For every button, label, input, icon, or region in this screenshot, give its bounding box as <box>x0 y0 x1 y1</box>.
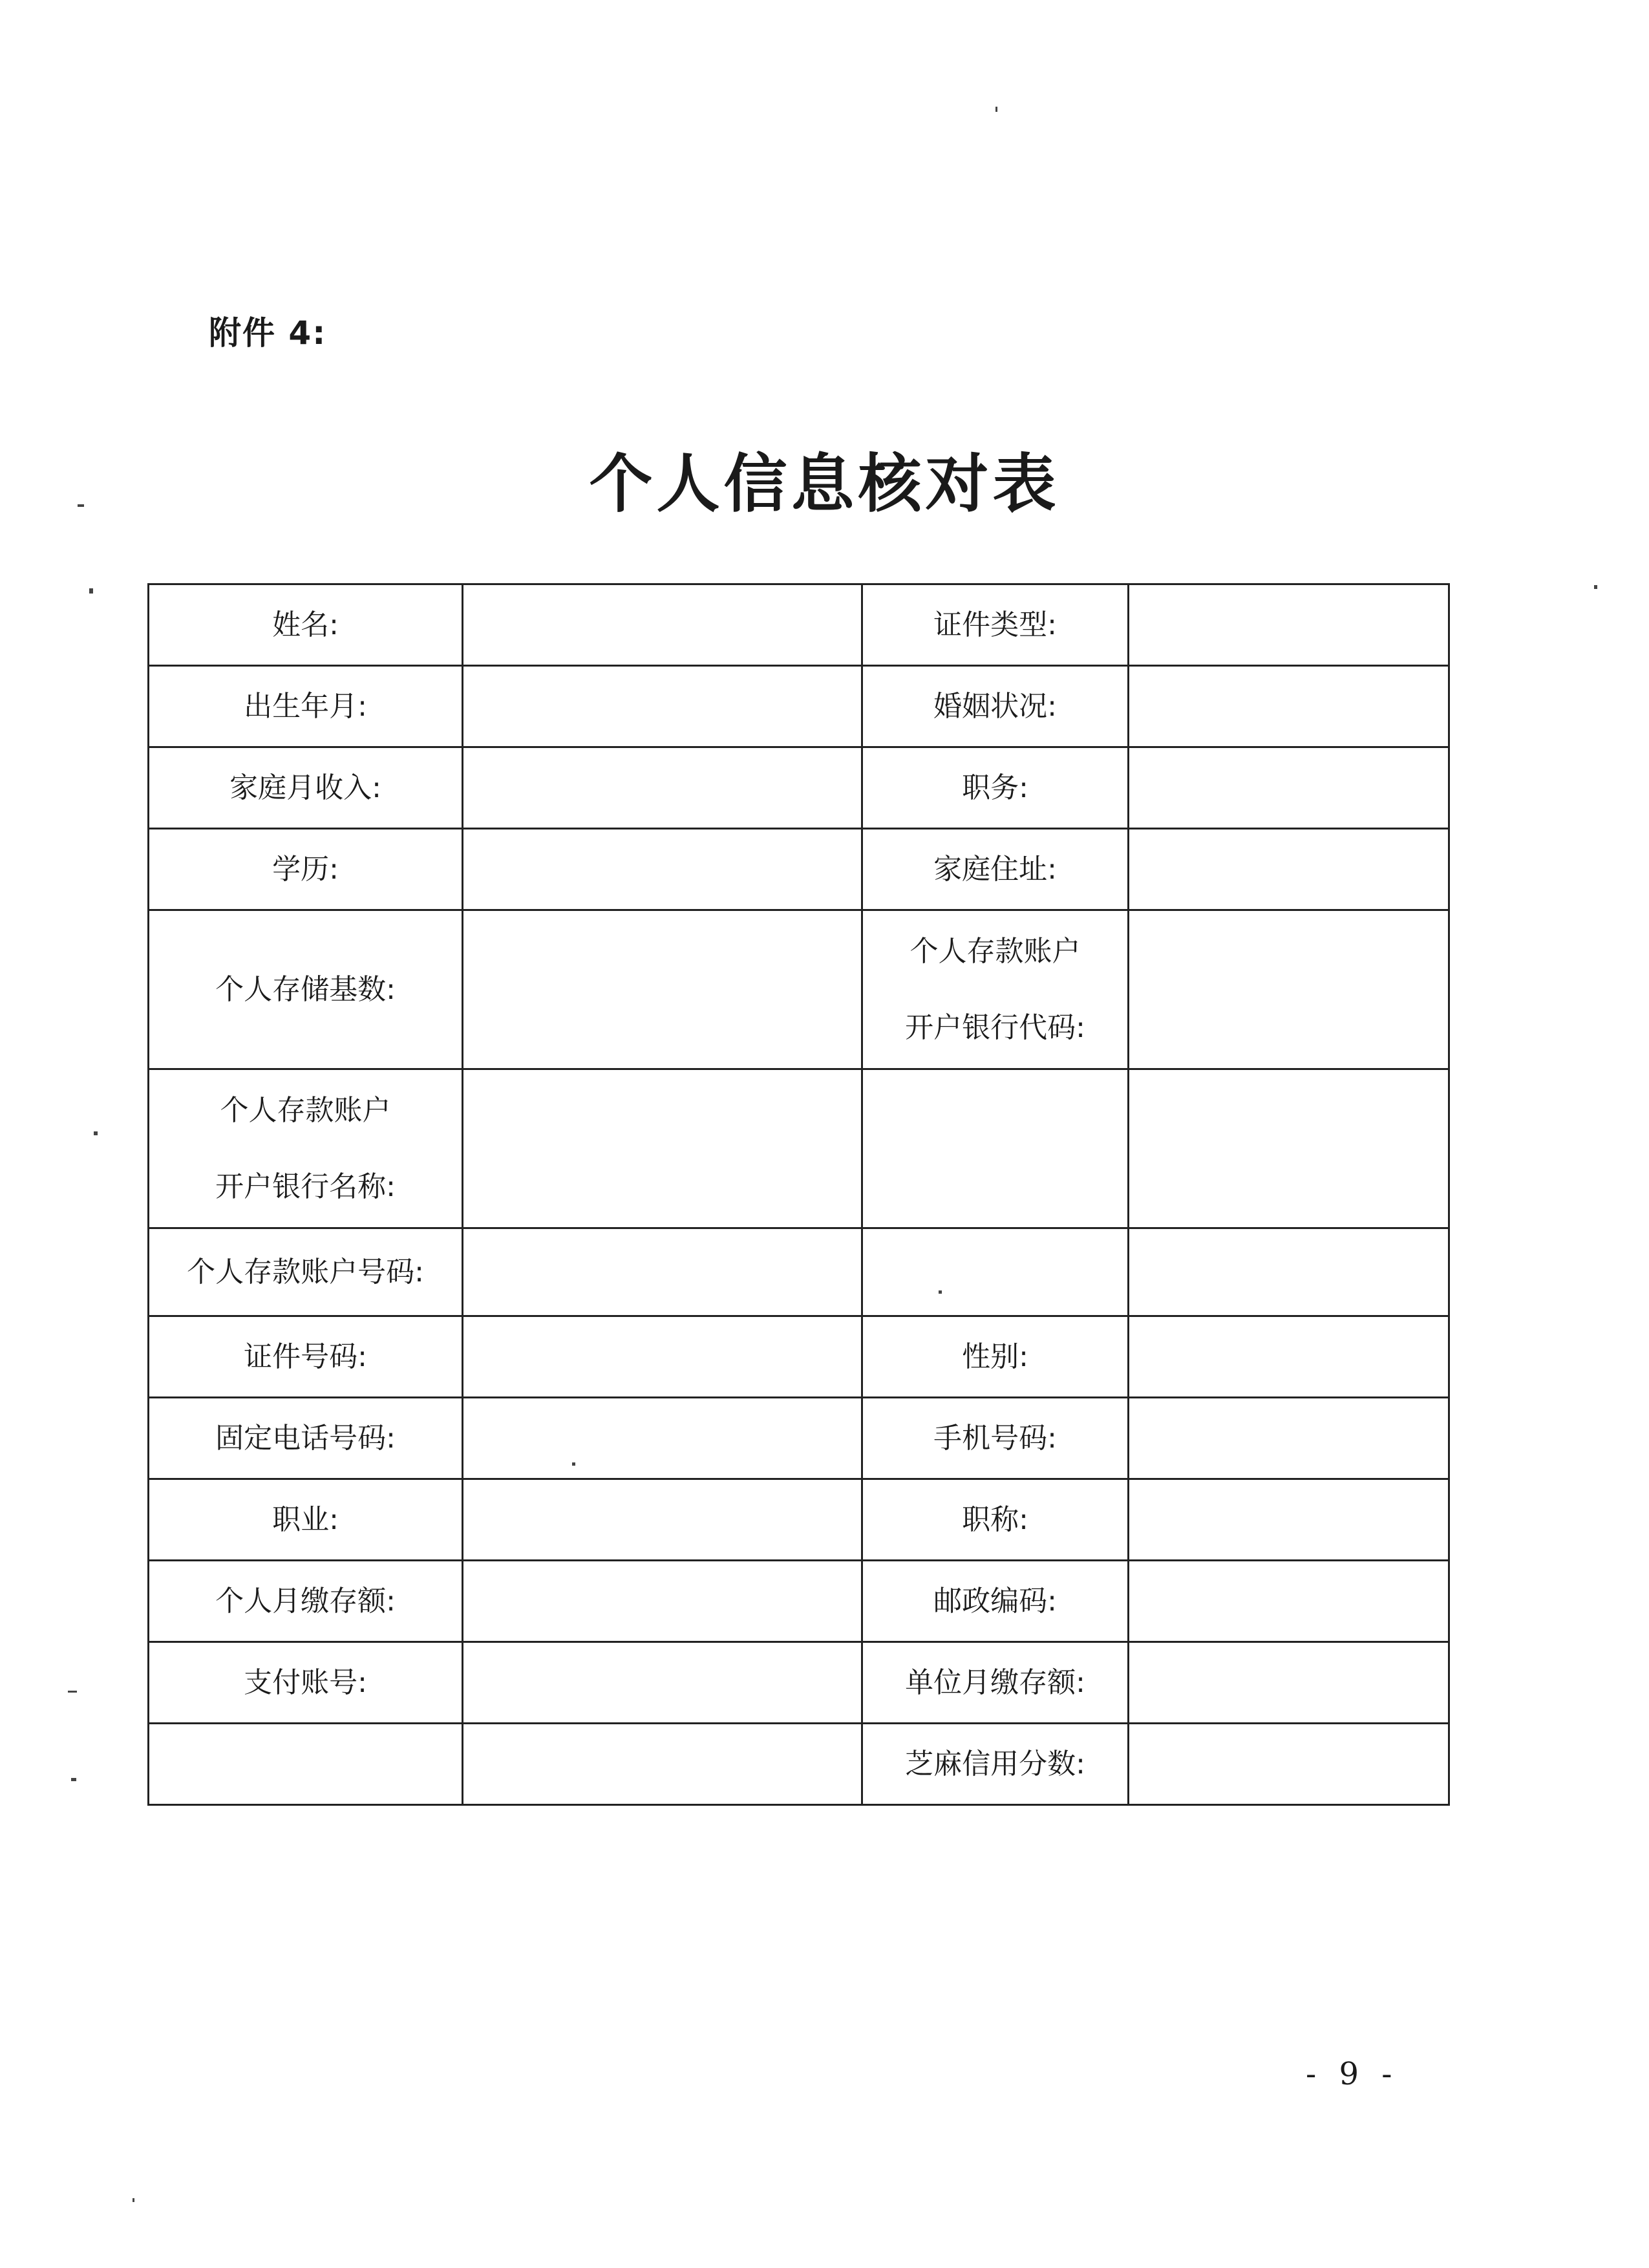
table-row <box>149 1316 1449 1398</box>
bank-code-label-line1: 个人存款账户 <box>910 934 1081 968</box>
personal-info-table <box>147 583 1450 1806</box>
field-label-id-type: 证件类型: <box>862 584 1129 666</box>
field-value-employer-monthly-deposit[interactable] <box>1129 1642 1449 1724</box>
field-value-empty[interactable] <box>1129 1228 1449 1316</box>
field-label-mobile: 手机号码: <box>862 1398 1129 1479</box>
table-row <box>149 1398 1449 1479</box>
field-label-marital-status: 婚姻状况: <box>862 666 1129 747</box>
field-value-mobile[interactable] <box>1129 1398 1449 1479</box>
field-value-bank-code[interactable] <box>1129 910 1449 1069</box>
bank-name-label-line1: 个人存款账户 <box>220 1093 391 1127</box>
field-value-birth-date[interactable] <box>463 666 862 747</box>
field-label-household-income: 家庭月收入: <box>149 747 463 829</box>
field-label-occupation: 职业: <box>149 1479 463 1561</box>
field-label-birth-date: 出生年月: <box>149 666 463 747</box>
field-value-account-number[interactable] <box>463 1228 862 1316</box>
table-row <box>149 747 1449 829</box>
scan-speck <box>71 1778 76 1781</box>
bank-code-label-line2: 开户银行代码: <box>905 1011 1085 1044</box>
field-value-gender[interactable] <box>1129 1316 1449 1398</box>
field-value-id-number[interactable] <box>463 1316 862 1398</box>
page-number: - 9 - <box>1306 2056 1399 2092</box>
field-label-credit-score: 芝麻信用分数: <box>862 1724 1129 1805</box>
table-row <box>149 1228 1449 1316</box>
field-value-id-type[interactable] <box>1129 584 1449 666</box>
scan-speck <box>1594 585 1597 589</box>
table-row <box>149 1561 1449 1642</box>
table-row <box>149 666 1449 747</box>
field-value-personal-monthly-deposit[interactable] <box>463 1561 862 1642</box>
field-value-empty[interactable] <box>463 1724 862 1805</box>
bank-name-label-line2: 开户银行名称: <box>215 1170 396 1203</box>
field-label-bank-code <box>862 910 1129 1069</box>
scan-speck <box>939 1290 942 1294</box>
field-label-gender: 性别: <box>862 1316 1129 1398</box>
field-value-postal-code[interactable] <box>1129 1561 1449 1642</box>
scan-speck <box>995 107 997 112</box>
field-label-account-number: 个人存款账户号码: <box>149 1228 463 1316</box>
field-label-empty <box>149 1724 463 1805</box>
field-label-empty <box>862 1069 1129 1228</box>
table-row <box>149 910 1449 1069</box>
field-value-occupation[interactable] <box>463 1479 862 1561</box>
field-label-personal-monthly-deposit: 个人月缴存额: <box>149 1561 463 1642</box>
field-label-id-number: 证件号码: <box>149 1316 463 1398</box>
scan-speck <box>133 2198 134 2202</box>
table-row <box>149 1642 1449 1724</box>
table-row <box>149 829 1449 910</box>
field-label-postal-code: 邮政编码: <box>862 1561 1129 1642</box>
field-value-payment-account[interactable] <box>463 1642 862 1724</box>
field-label-education: 学历: <box>149 829 463 910</box>
field-value-home-address[interactable] <box>1129 829 1449 910</box>
table-row <box>149 584 1449 666</box>
table-row <box>149 1724 1449 1805</box>
field-label-name: 姓名: <box>149 584 463 666</box>
field-value-household-income[interactable] <box>463 747 862 829</box>
table-row <box>149 1069 1449 1228</box>
field-value-title[interactable] <box>1129 1479 1449 1561</box>
scan-speck <box>68 1691 77 1693</box>
field-value-landline[interactable] <box>463 1398 862 1479</box>
field-value-deposit-base[interactable] <box>463 910 862 1069</box>
field-label-landline: 固定电话号码: <box>149 1398 463 1479</box>
field-label-deposit-base: 个人存储基数: <box>149 910 463 1069</box>
scan-speck <box>94 1131 98 1135</box>
field-label-home-address: 家庭住址: <box>862 829 1129 910</box>
field-label-title: 职称: <box>862 1479 1129 1561</box>
scan-speck <box>572 1462 575 1466</box>
field-label-employer-monthly-deposit: 单位月缴存额: <box>862 1642 1129 1724</box>
attachment-label: 附件 4: <box>209 314 327 352</box>
scan-speck <box>89 588 93 594</box>
page-title: 个人信息核对表 <box>589 447 1060 521</box>
field-value-credit-score[interactable] <box>1129 1724 1449 1805</box>
field-value-position[interactable] <box>1129 747 1449 829</box>
field-value-empty[interactable] <box>1129 1069 1449 1228</box>
table-row <box>149 1479 1449 1561</box>
field-label-bank-name <box>149 1069 463 1228</box>
field-value-marital-status[interactable] <box>1129 666 1449 747</box>
field-label-payment-account: 支付账号: <box>149 1642 463 1724</box>
field-value-education[interactable] <box>463 829 862 910</box>
field-value-bank-name[interactable] <box>463 1069 862 1228</box>
scan-speck <box>78 504 84 507</box>
field-label-empty <box>862 1228 1129 1316</box>
field-value-name[interactable] <box>463 584 862 666</box>
field-label-position: 职务: <box>862 747 1129 829</box>
